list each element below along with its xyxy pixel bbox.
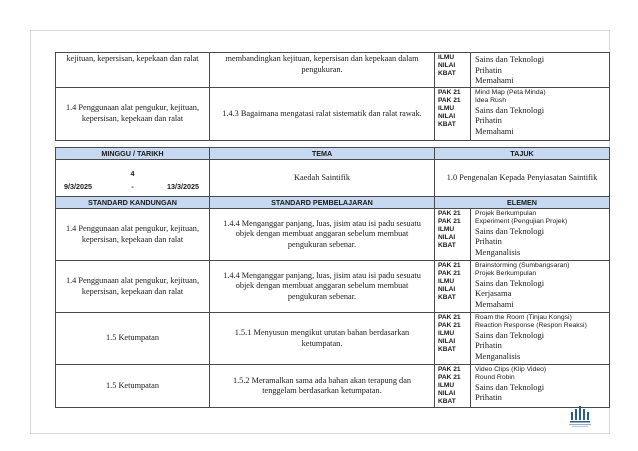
code-label: KBAT [438, 70, 456, 78]
elemen-item: Prihatin [475, 236, 502, 247]
code-cell [435, 365, 471, 408]
elemen-item: Memahami [475, 75, 514, 86]
code-label: ILMU [438, 226, 455, 234]
elemen-item: Sains dan Teknologi [475, 381, 545, 392]
code-label: KBAT [438, 398, 456, 406]
elemen-item: Mind Map (Peta Minda) [475, 88, 546, 96]
table-row [56, 87, 610, 140]
elemen-item: Sains dan Teknologi [475, 277, 545, 288]
header-tajuk: TAJUK [435, 148, 610, 160]
code-label: PAK 21 [438, 96, 461, 104]
header-standard-kandungan: STANDARD KANDUNGAN [56, 197, 210, 209]
table-row [56, 53, 610, 88]
elemen-item: Video Clips (Klip Video) [475, 366, 547, 373]
standard-pembelajaran-cell: 1.4.4 Menganggar panjang, luas, jisim atau isi padu sesuatu objek dengan membuat anggaran sebelum membuat pengukuran sebenar. [210, 209, 435, 261]
elemen-item: Memahami [475, 125, 514, 136]
elemen-item: Projek Berkumpulan [475, 269, 537, 277]
code-label: PAK 21 [438, 218, 461, 226]
code-label: PAK 21 [438, 270, 461, 278]
week-number: 4 [130, 169, 135, 178]
standard-kandungan-cell: 1.5 Ketumpatan [56, 365, 210, 408]
elemen-item: Prihatin [475, 392, 502, 403]
code-label: PAK 21 [438, 314, 461, 321]
standard-kandungan-cell: 1.4 Penggunaan alat pengukur, kejituan, kepersisan, kepekaan dan ralat [56, 87, 210, 140]
code-label: PAK 21 [438, 210, 461, 217]
code-label: KBAT [438, 242, 456, 250]
elemen-item: Roam the Room (Tinjau Kongsi) [475, 314, 572, 321]
standard-pembelajaran-cell: 1.4.4 Menganggar panjang, luas, jisim atau isi padu sesuatu objek dengan membuat anggaran sebelum membuat pengukuran sebenar. [210, 261, 435, 313]
elemen-cell [471, 53, 610, 88]
elemen-item: Menganalisis [475, 351, 521, 361]
code-cell [435, 313, 471, 365]
elemen-item: Sains dan Teknologi [475, 225, 545, 236]
code-label: PAK 21 [438, 88, 461, 96]
elemen-cell [471, 209, 610, 261]
elemen-item: Prihatin [475, 115, 502, 126]
school-logo-icon [565, 400, 595, 430]
code-label: NILAI [438, 234, 456, 242]
elemen-item: Kerjasama [475, 288, 512, 299]
elemen-item: Prihatin [475, 64, 502, 75]
elemen-item: Prihatin [475, 340, 502, 351]
elemen-item: Sains dan Teknologi [475, 104, 545, 115]
elemen-item: Idea Rush [475, 96, 506, 104]
code-label: NILAI [438, 390, 456, 398]
code-label: KBAT [438, 121, 456, 129]
table-row [56, 261, 610, 313]
standard-pembelajaran-cell: 1.5.1 Menyusun mengikut urutan bahan berdasarkan ketumpatan. [210, 313, 435, 365]
code-label: ILMU [438, 382, 455, 390]
code-label: PAK 21 [438, 366, 461, 373]
code-label: KBAT [438, 294, 456, 302]
elemen-cell [471, 313, 610, 365]
code-label: NILAI [438, 338, 456, 346]
code-label: KBAT [438, 346, 456, 354]
lesson-table-continued [55, 52, 610, 141]
elemen-item: Experiment (Pengujian Projek) [475, 217, 568, 225]
table-row [56, 313, 610, 365]
logo-mark [569, 406, 591, 427]
elemen-item: Menganalisis [475, 247, 521, 257]
lesson-table [55, 147, 610, 408]
code-label: NILAI [438, 113, 456, 121]
code-cell [435, 209, 471, 261]
code-label: NILAI [438, 286, 456, 294]
header-minggu: MINGGU / TARIKH [56, 148, 210, 160]
code-label: ILMU [438, 330, 455, 338]
header-standard-pembelajaran: STANDARD PEMBELAJARAN [210, 197, 435, 209]
table-row [56, 365, 610, 408]
code-label: PAK 21 [438, 374, 461, 382]
code-label: NILAI [438, 62, 456, 70]
table-row [56, 160, 610, 197]
code-cell [435, 87, 471, 140]
standard-pembelajaran-cell: membandingkan kejituan, kepersisan dan kepekaan dalam pengukuran. [210, 53, 435, 88]
code-label: PAK 21 [438, 262, 461, 269]
tema-cell: Kaedah Saintifik [210, 160, 435, 197]
header-elemen: ELEMEN [435, 197, 610, 209]
code-label: ILMU [438, 278, 455, 286]
header-tema: TEMA [210, 148, 435, 160]
elemen-item: Projek Berkumpulan [475, 210, 537, 217]
code-cell [435, 261, 471, 313]
code-label: PAK 21 [438, 322, 461, 330]
elemen-item: Sains dan Teknologi [475, 54, 545, 64]
standard-pembelajaran-cell: 1.4.3 Bagaimana mengatasi ralat sistematik dan ralat rawak. [210, 87, 435, 140]
elemen-item: Brainstorming (Sumbangsaran) [475, 262, 570, 269]
elemen-item: Memahami [475, 299, 514, 309]
elemen-cell [471, 87, 610, 140]
code-label: ILMU [438, 54, 455, 61]
elemen-item: Reaction Response (Respon Reaksi) [475, 321, 587, 329]
week-end-date: 13/3/2025 [167, 182, 199, 191]
code-cell [435, 53, 471, 88]
table-row [56, 209, 610, 261]
standard-kandungan-cell: 1.4 Penggunaan alat pengukur, kejituan, kepersisan, kepekaan dan ralat [56, 209, 210, 261]
table-header-row [56, 148, 610, 160]
code-label: ILMU [438, 104, 455, 112]
week-cell [56, 160, 210, 197]
elemen-item: Sains dan Teknologi [475, 329, 545, 340]
tajuk-cell: 1.0 Pengenalan Kepada Penyiasatan Saintifik [435, 160, 610, 197]
elemen-cell [471, 261, 610, 313]
standard-pembelajaran-cell: 1.5.2 Meramalkan sama ada bahan akan terapung dan tenggelam berdasarkan ketumpatan. [210, 365, 435, 408]
week-date-separator: - [131, 182, 134, 191]
week-start-date: 9/3/2025 [64, 182, 92, 191]
standard-kandungan-cell: 1.4 Penggunaan alat pengukur, kejituan, kepersisan, kepekaan dan ralat [56, 261, 210, 313]
standard-kandungan-cell: kejituan, kepersisan, kepekaan dan ralat [56, 53, 210, 88]
standard-kandungan-cell: 1.5 Ketumpatan [56, 313, 210, 365]
elemen-item: Round Robin [475, 373, 515, 381]
table-subheader-row [56, 197, 610, 209]
